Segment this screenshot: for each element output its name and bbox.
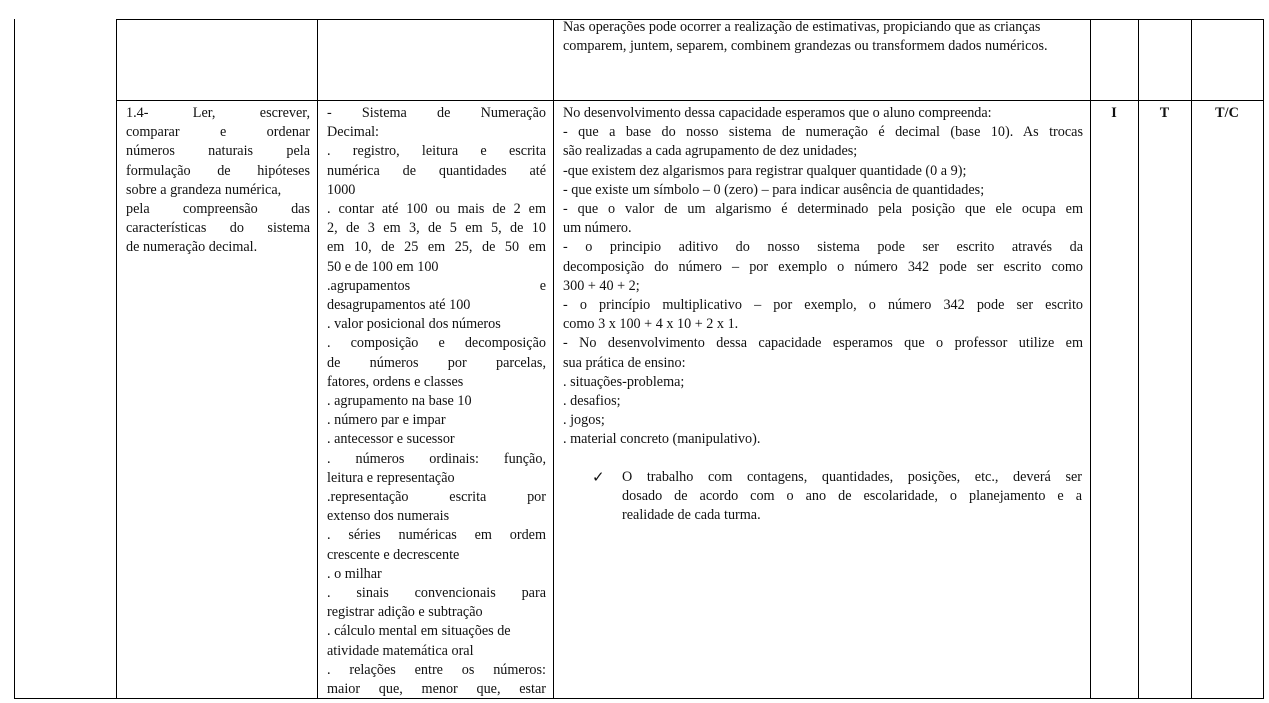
- content-line: leitura e representação: [327, 469, 455, 486]
- description-line: - o princípio multiplicativo – por exemplo, o número 342 pode ser escrito: [563, 297, 1083, 314]
- content-line: atividade matemática oral: [327, 642, 474, 659]
- content-line: . número par e impar: [327, 412, 446, 429]
- content-line: de números por parcelas,: [327, 354, 546, 371]
- content-line: .agrupamentos e: [327, 277, 546, 294]
- description-line: 300 + 40 + 2;: [563, 277, 640, 294]
- grid-line: [116, 100, 1264, 101]
- description-line: um número.: [563, 220, 632, 237]
- content-line: . valor posicional dos números: [327, 316, 501, 333]
- description-line: - que existe um símbolo – 0 (zero) – para indicar ausência de quantidades;: [563, 181, 985, 198]
- description-line: . situações-problema;: [563, 373, 685, 390]
- grid-line: [1263, 19, 1264, 699]
- content-line: . contar até 100 ou mais de 2 em: [327, 201, 546, 218]
- content-line: .representação escrita por: [327, 489, 546, 506]
- capacity-line: sobre a grandeza numérica,: [126, 181, 282, 198]
- content-line: . números ordinais: função,: [327, 450, 546, 467]
- description-line: como 3 x 100 + 4 x 10 + 2 x 1.: [563, 316, 739, 333]
- capacity-line: comparar e ordenar: [126, 124, 310, 141]
- note-line: O trabalho com contagens, quantidades, posições, etc., deverá ser: [622, 469, 1082, 485]
- content-line: extenso dos numerais: [327, 508, 450, 525]
- description-line: são realizadas a cada agrupamento de dez unidades;: [563, 143, 858, 160]
- content-line: . agrupamento na base 10: [327, 393, 472, 410]
- description-line: No desenvolvimento dessa capacidade esperamos que o aluno compreenda:: [563, 105, 992, 121]
- grid-line: [553, 19, 554, 699]
- teacher-note: [622, 468, 1082, 526]
- grid-line: [14, 19, 15, 699]
- content-line: . registro, leitura e escrita: [327, 143, 546, 160]
- content-line: desagrupamentos até 100: [327, 297, 471, 314]
- content-cell: [327, 104, 546, 699]
- capacity-line: pela compreensão das: [126, 201, 310, 218]
- check-mark-icon: ✓: [592, 468, 605, 486]
- content-line: crescente e decrescente: [327, 546, 460, 563]
- content-line: 1000: [327, 181, 356, 198]
- content-line: 2, de 3 em 3, de 5 em 5, de 10: [327, 220, 546, 237]
- description-line: -que existem dez algarismos para registrar qualquer quantidade (0 a 9);: [563, 162, 967, 179]
- col-i-label: I: [1111, 105, 1117, 121]
- content-line: . composição e decomposição: [327, 335, 546, 352]
- note-line: realidade de cada turma.: [622, 507, 761, 524]
- description-line: sua prática de ensino:: [563, 354, 686, 371]
- content-line: numérica de quantidades até: [327, 162, 546, 179]
- content-line: . relações entre os números:: [327, 661, 546, 678]
- description-line: - que a base do nosso sistema de numeração é decimal (base 10). As trocas: [563, 124, 1083, 141]
- description-line: decomposição do número – por exemplo o número 342 pode ser escrito como: [563, 258, 1083, 275]
- capacity-line: características do sistema: [126, 220, 310, 237]
- grid-line: [14, 698, 1264, 699]
- content-line: . o milhar: [327, 565, 382, 582]
- content-line: em 10, de 25 em 25, de 50 em: [327, 239, 546, 256]
- description-cell: [563, 104, 1083, 450]
- col-tc-label: T/C: [1215, 105, 1239, 121]
- capacity-cell: [126, 104, 310, 258]
- description-line: . jogos;: [563, 412, 605, 429]
- content-line: Decimal:: [327, 124, 379, 141]
- content-line: . antecessor e sucessor: [327, 431, 455, 448]
- grid-line: [116, 19, 117, 699]
- capacity-line: formulação de hipóteses: [126, 162, 310, 179]
- description-line: - o principio aditivo do nosso sistema pode ser escrito através da: [563, 239, 1083, 256]
- content-line: . sinais convencionais para: [327, 585, 546, 602]
- description-line: - que o valor de um algarismo é determinado pela posição que ele ocupa em: [563, 201, 1083, 218]
- description-line: . desafios;: [563, 393, 621, 410]
- content-line: . cálculo mental em situações de: [327, 623, 511, 640]
- content-line: fatores, ordens e classes: [327, 373, 464, 390]
- note-line: dosado de acordo com o ano de escolaridade, o planejamento e a: [622, 488, 1082, 505]
- col-t-label: T: [1159, 105, 1170, 121]
- content-line: . séries numéricas em ordem: [327, 527, 546, 544]
- grid-line: [317, 19, 318, 699]
- description-line: - No desenvolvimento dessa capacidade esperamos que o professor utilize em: [563, 335, 1083, 352]
- description-line: . material concreto (manipulativo).: [563, 431, 761, 448]
- capacity-line: de numeração decimal.: [126, 239, 258, 256]
- content-line: - Sistema de Numeração: [327, 105, 546, 121]
- content-line: registrar adição e subtração: [327, 604, 483, 621]
- content-line: 50 e de 100 em 100: [327, 258, 439, 275]
- content-line: maior que, menor que, estar: [327, 681, 546, 698]
- capacity-line: números naturais pela: [126, 143, 310, 160]
- capacity-line: 1.4- Ler, escrever,: [126, 105, 310, 121]
- top-row-description: Nas operações pode ocorrer a realização de estimativas, propiciando que as crianças comparem, juntem, separem, combinem grandezas ou transformem dados numéricos.: [563, 19, 1048, 55]
